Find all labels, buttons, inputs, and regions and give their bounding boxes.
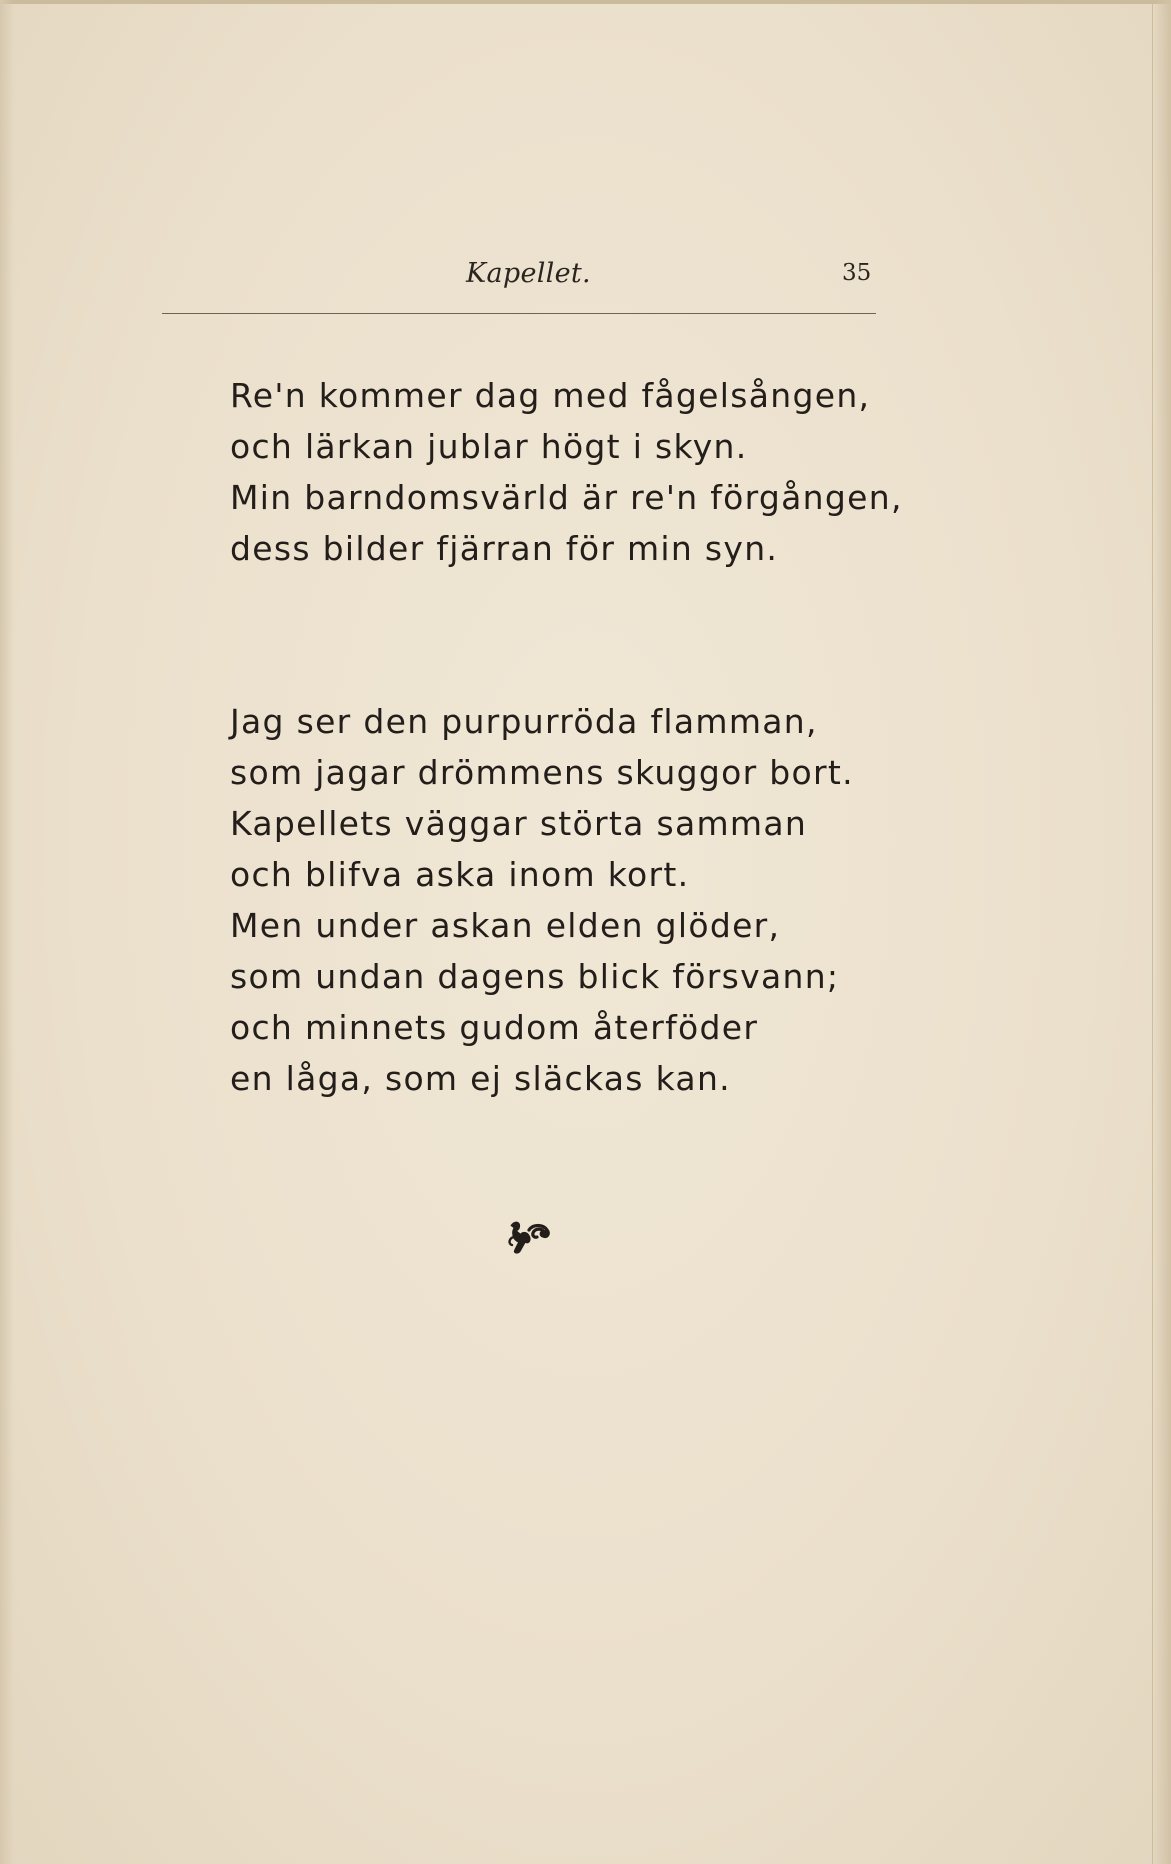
verse-line: en låga, som ej släckas kan. — [230, 1059, 731, 1098]
page-top-edge — [0, 0, 1171, 4]
fleuron-icon — [505, 1216, 553, 1256]
verse-line: och minnets gudom återföder — [230, 1008, 759, 1047]
page-number: 35 — [842, 260, 872, 286]
verse-line: Jag ser den purpurröda flamman, — [230, 702, 818, 741]
verse-line: dess bilder fjärran för min syn. — [230, 529, 779, 568]
verse-line: som jagar drömmens skuggor bort. — [230, 753, 854, 792]
verse-line: Kapellets väggar störta samman — [230, 804, 808, 843]
header-rule — [162, 313, 876, 314]
running-head — [0, 258, 1171, 298]
verse-line: Men under askan elden glöder, — [230, 906, 781, 945]
verse-line: Min barndomsvärld är re'n förgången, — [230, 478, 903, 517]
stanza-2 — [230, 696, 854, 1104]
stanza-1 — [230, 370, 903, 574]
verse-line: Re'n kommer dag med fågelsången, — [230, 376, 871, 415]
verse-line: som undan dagens blick försvann; — [230, 957, 840, 996]
verse-line: och blifva aska inom kort. — [230, 855, 690, 894]
verse-line: och lärkan jublar högt i skyn. — [230, 427, 748, 466]
running-title: Kapellet. — [466, 258, 591, 289]
